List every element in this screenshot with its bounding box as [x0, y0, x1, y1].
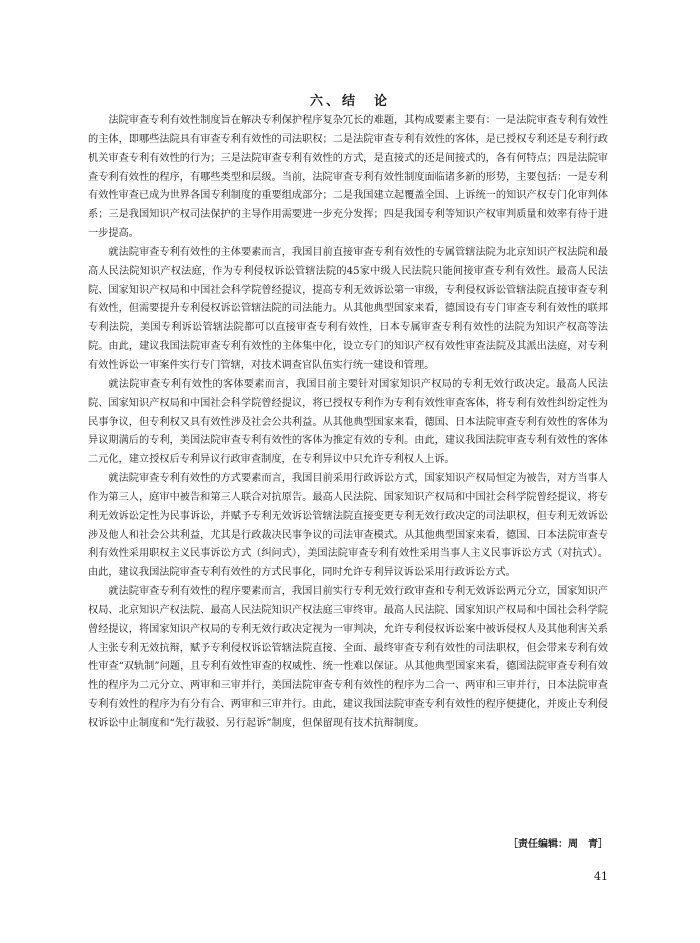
section-heading: 六、结 论 — [309, 94, 390, 109]
paragraph: 法院审查专利有效性制度旨在解决专利保护程序复杂冗长的难题，其构成要素主要有：一是法院审查专利有效性的主体，即哪些法院具有审查专利有效性的司法职权；二是法院审查专利有效性的客体，是已授权专利还是专利行政机关审查专利有效性的行为；三是法院审查专利有效性的方式，是直接式的还是间接式的，各有何特点；四是法院审查专利有效性的程序，有哪些类型和层级。当前，法院审查专利有效性制度面临诸多新的形势，主要包括：一是专利有效性审查已成为世界各国专利制度的重要组成部分；二是我国建立起覆盖全国、上诉统一的知识产权专门化审判体系；三是我国知识产权司法保护的主导作用需要进一步充分发挥；四是我国专利等知识产权审判质量和效率有待于进一步提高。 — [88, 115, 608, 240]
paragraph: 就法院审查专利有效性的方式要素而言，我国目前采用行政诉讼方式，国家知识产权局恒定为被告，对方当事人作为第三人，庭审中被告和第三人联合对抗原告。最高人民法院、国家知识产权局和中国社会科学院曾经提议，将专利无效诉讼定性为民事诉讼，并赋予专利无效诉讼管辖法院直接变更专利无效行政决定的司法职权，但专利无效诉讼涉及他人和社会公共利益，尤其是行政裁决民事争议的司法审查模式。从其他典型国家来看，德国、日本法院审查专利有效性采用职权主义民事诉讼方式（纠问式），美国法院审查专利有效性采用当事人主义民事诉讼方式（对抗式）。由此，建议我国法院审查专利有效性的方式民事化，同时允许专利异议诉讼采用行政诉讼方式。 — [88, 473, 608, 579]
paragraph: 就法院审查专利有效性的程序要素而言，我国目前实行专利无效行政审查和专利无效诉讼两元分立，国家知识产权局、北京知识产权法院、最高人民法院知识产权法庭三审终审。最高人民法院、国家知识产权局和中国社会科学院曾经提议，将国家知识产权局的专利无效行政决定视为一审判决，允许专利侵权诉讼案中被诉侵权人及其他利害关系人主张专利无效抗辩，赋予专利侵权诉讼管辖法院直接、全面、最终审查专利有效性的司法职权，但会带来专利有效性审查“双轨制”问题，且专利有效性审查的权威性、统一性难以保证。从其他典型国家来看，德国法院审查专利有效性的程序为二元分立、两审和三审并行，美国法院审查专利有效性的程序为二合一、两审和三审并行，日本法院审查专利有效性的程序为有分有合、两审和三审并行。由此，建议我国法院审查专利有效性的程序便捷化，并废止专利侵权诉讼中止制度和“先行裁驳、另行起诉”制度，但保留现有技术抗辩制度。 — [88, 586, 608, 729]
responsible-editor-note: ［责任编辑：周 青］ — [508, 839, 608, 850]
paragraph: 就法院审查专利有效性的主体要素而言，我国目前直接审查专利有效性的专属管辖法院为北京知识产权法院和最高人民法院知识产权法庭，作为专利侵权诉讼管辖法院的45家中级人民法院只能间接审查专利有效性。最高人民法院、国家知识产权局和中国社会科学院曾经提议，提高专利无效诉讼第一审级，专利侵权诉讼管辖法院直接审查专利有效性，但需要提升专利侵权诉讼管辖法院的司法能力。从其他典型国家来看，德国设有专门审查专利有效性的联邦专利法院，美国专利诉讼管辖法院都可以直接审查专利有效性，日本专属审查专利有效性的法院为知识产权高等法院。由此，建议我国法院审查专利有效性的主体集中化，设立专门的知识产权有效性审查法院及其派出法庭，对专利有效性诉讼一审案件实行专门管辖，对技术调查官队伍实行统一建设和管理。 — [88, 246, 608, 371]
paragraph: 就法院审查专利有效性的客体要素而言，我国目前主要针对国家知识产权局的专利无效行政决定。最高人民法院、国家知识产权局和中国社会科学院曾经提议，将已授权专利作为专利有效性审查客体，将专利有效性纠纷定性为民事争议，但专利权又具有效性涉及社会公共利益。从其他典型国家来看，德国、日本法院审查专利有效性的客体为异议期满后的专利，美国法院审查专利有效性的客体为推定有效的专利。由此，建议我国法院审查专利有效性的客体二元化，建立授权后专利异议行政审查制度，在专利异议中只允许专利权人上诉。 — [88, 378, 608, 466]
body-text — [88, 112, 608, 734]
page-number: 41 — [594, 870, 608, 883]
